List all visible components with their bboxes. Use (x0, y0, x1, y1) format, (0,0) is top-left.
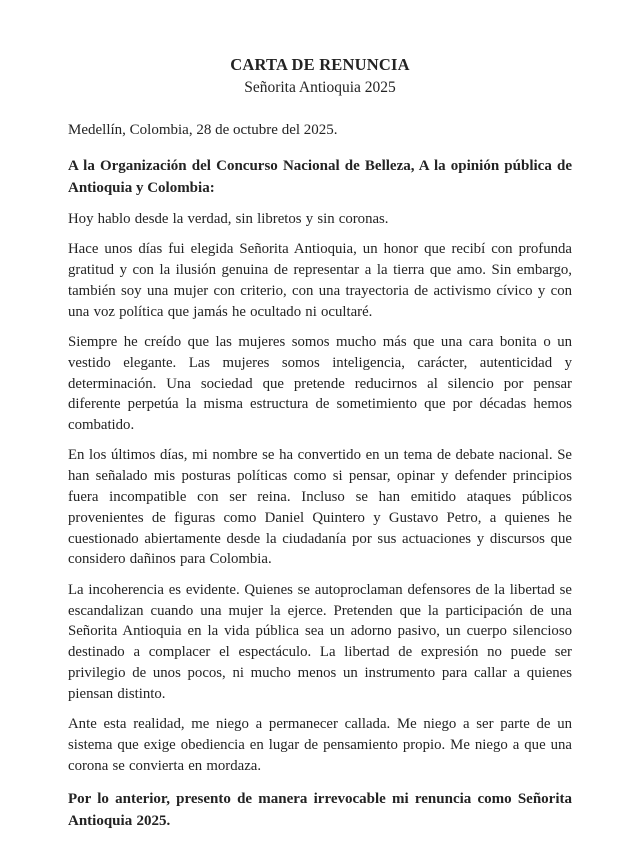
dateline: Medellín, Colombia, 28 de octubre del 2025. (68, 122, 338, 138)
letter-paragraph: Ante esta realidad, me niego a permanecer callada. Me niego a ser parte de un sistema que exige obediencia en lugar de pensamiento propio. Me niego a que una corona se convierta en mordaza. (68, 716, 572, 774)
letter-paragraph: Hoy hablo desde la verdad, sin libretos y sin coronas. (68, 211, 389, 227)
letter-paragraph: La incoherencia es evidente. Quienes se autoproclaman defensores de la libertad se escandalizan cuando una mujer la ejerce. Pretenden que la participación de una Señorita Antioquia en la vida pública sea un adorno pasivo, un cuerpo silencioso destinado a complacer el espectáculo. La libertad de expresión no puede ser privilegio de unos pocos, ni mucho menos un instrumento para callar a quienes piensan distinto. (68, 581, 572, 702)
letter-closing-paragraph: Por lo anterior, presento de manera irrevocable mi renuncia como Señorita Antioquia 2025. (68, 791, 572, 830)
letter-paragraph: Siempre he creído que las mujeres somos mucho más que una cara bonita o un vestido elegante. Las mujeres somos inteligencia, carácter, autenticidad y determinación. Una sociedad que pretende reducirnos al silencio por pensar diferente perpetúa la misma estructura de sometimiento que por décadas hemos combatido. (68, 333, 572, 434)
letter-title: CARTA DE RENUNCIA (230, 55, 410, 74)
letter-subtitle: Señorita Antioquia 2025 (244, 79, 396, 96)
letter-paragraph: Hace unos días fui elegida Señorita Antioquia, un honor que recibí con profunda gratitud y con la ilusión genuina de representar a la tierra que amo. Sin embargo, también soy una mujer con criterio, con una trayectoria de activismo cívico y con una voz política que jamás he ocultado ni ocultaré. (68, 241, 572, 320)
letter-paragraph: En los últimos días, mi nombre se ha convertido en un tema de debate nacional. Se han señalado mis posturas políticas como si pensar, opinar y defender principios fuera incompatible con ser reina. Incluso se han emitido ataques públicos provenientes de figuras como Daniel Quintero y Gustavo Petro, a quienes he cuestionado abiertamente desde la ciudadanía por sus actuaciones y discursos que considero dañinos para Colombia. (68, 447, 572, 568)
salutation: A la Organización del Concurso Nacional de Belleza, A la opinión pública de Antioquia y Colombia: (68, 158, 572, 196)
letter-body (68, 209, 572, 832)
